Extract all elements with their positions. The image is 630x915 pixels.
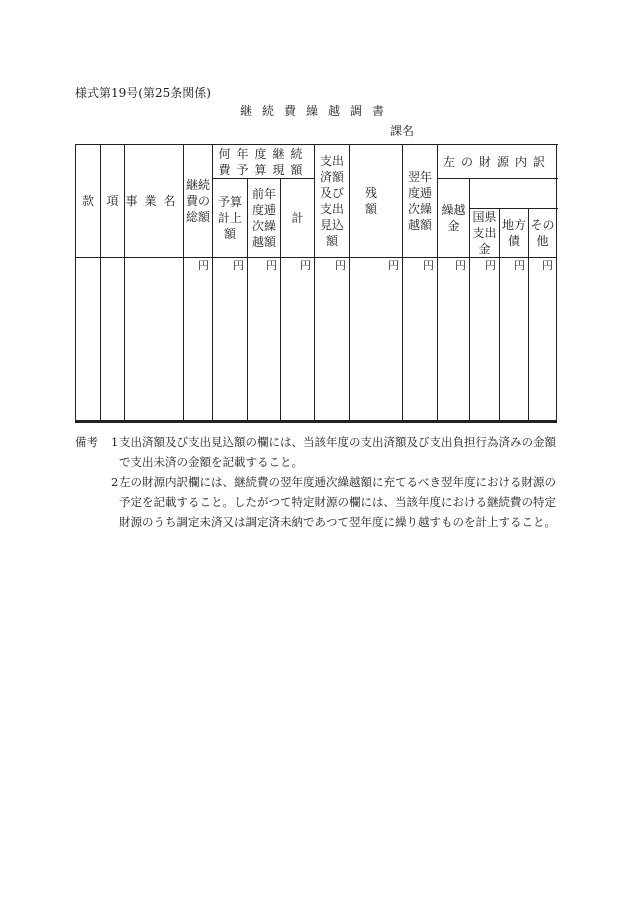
cell-line: 度逓 xyxy=(251,203,276,217)
body-kou xyxy=(101,258,125,422)
cell-line: 何年度継続 xyxy=(218,146,309,161)
yen-unit: 円 xyxy=(198,259,209,272)
cell-line: 他 xyxy=(536,234,549,248)
yen-unit: 円 xyxy=(266,259,277,272)
header-kou: 項 xyxy=(101,145,125,258)
department-label: 課名 xyxy=(390,124,415,138)
yen-unit: 円 xyxy=(388,259,400,272)
header-shishutsu xyxy=(315,145,350,258)
spacer-cell xyxy=(470,179,557,209)
cell-line: 金 xyxy=(478,242,491,256)
cell-line: 見込 xyxy=(320,218,345,232)
cell-line: 次繰 xyxy=(251,219,276,233)
header-yosan xyxy=(213,179,248,258)
header-kan: 款 xyxy=(76,145,101,258)
header-sonota xyxy=(529,209,557,258)
cell-line: その xyxy=(530,218,555,232)
note-text: 支出済額及び支出見込額の欄には、当該年度の支出済額及び支出負担行為済みの金額で支出未済の金額を記載すること。 xyxy=(119,435,556,469)
cell-line: 支出 xyxy=(320,154,345,168)
body-shishutsu xyxy=(315,258,350,422)
header-yokunendo xyxy=(403,145,438,258)
yen-unit: 円 xyxy=(423,259,435,272)
note-number: 1 xyxy=(111,435,119,449)
header-chihousai xyxy=(500,209,529,258)
document-title: 継続費繰越調書 xyxy=(240,104,395,118)
cell-line: 及び xyxy=(320,186,345,200)
header-kei: 計 xyxy=(281,179,315,258)
body-zennendo xyxy=(248,258,281,422)
note-text: 左の財源内訳欄には、継続費の翌年度逓次繰越額に充てるべき翌年度における財源の予定を記載すること。したがつて特定財源の欄には、当該年度における継続費の特定財源のうち調定未済又は調定済未納であつて翌年度に繰り越すものを計上すること。 xyxy=(119,475,556,529)
cell-line: 費の xyxy=(185,194,210,208)
cell-line: 翌年 xyxy=(408,170,433,184)
header-nendo-group xyxy=(213,145,315,179)
body-jigyo xyxy=(125,258,184,422)
form-number: 様式第19号(第25条関係) xyxy=(75,86,211,100)
cell-line: 国県 xyxy=(472,210,497,224)
yen-unit: 円 xyxy=(485,259,497,272)
cell-line: 額 xyxy=(326,234,339,248)
cell-line: 前年 xyxy=(251,187,276,201)
header-zennendo xyxy=(248,179,281,258)
yen-unit: 円 xyxy=(542,259,554,272)
cell-line: 支出 xyxy=(320,202,345,216)
cell-line: 次繰 xyxy=(408,202,433,216)
header-kokuken xyxy=(470,209,500,258)
cell-line: 繰越 xyxy=(441,203,466,217)
body-zangaku xyxy=(350,258,403,422)
body-kan xyxy=(76,258,101,422)
body-kei xyxy=(281,258,315,422)
body-kokuken xyxy=(470,258,500,422)
cell-line: 費予算現額 xyxy=(218,162,309,177)
cell-line: 越額 xyxy=(408,218,433,232)
cell-line: 継続 xyxy=(185,178,210,192)
body-yokunendo xyxy=(403,258,438,422)
body-sonota xyxy=(529,258,557,422)
cell-line: 債 xyxy=(508,234,521,248)
yen-unit: 円 xyxy=(300,259,312,272)
body-keizoku-total xyxy=(184,258,213,422)
yen-unit: 円 xyxy=(335,259,347,272)
note-item xyxy=(75,432,560,472)
note-item xyxy=(75,472,560,532)
cell-line: 額 xyxy=(223,227,236,241)
yen-unit: 円 xyxy=(233,259,244,272)
cell-line: 越額 xyxy=(251,235,276,249)
body-kurikoshi xyxy=(438,258,470,422)
yen-unit: 円 xyxy=(455,259,467,272)
header-jigyo: 事業名 xyxy=(125,145,184,258)
note-number: 2 xyxy=(111,475,119,489)
cell-line: 度逓 xyxy=(408,186,433,200)
cell-line: 金 xyxy=(447,219,460,233)
body-chihousai xyxy=(500,258,529,422)
body-yosan xyxy=(213,258,248,422)
notes-section xyxy=(75,432,560,532)
notes-label: 備考 xyxy=(75,435,98,449)
header-zangaku: 残額 xyxy=(350,145,403,258)
cell-line: 地方 xyxy=(502,218,527,232)
cell-line: 支出 xyxy=(472,226,497,240)
header-kurikoshi xyxy=(438,179,470,258)
cell-line: 総額 xyxy=(185,210,210,224)
cell-line: 済額 xyxy=(320,170,345,184)
header-keizoku-total xyxy=(184,145,213,258)
header-zaigen-group: 左の財源内訳 xyxy=(438,145,557,179)
carryover-table xyxy=(75,144,557,423)
cell-line: 予算 xyxy=(217,195,242,209)
cell-line: 計上 xyxy=(217,211,242,225)
yen-unit: 円 xyxy=(514,259,526,272)
